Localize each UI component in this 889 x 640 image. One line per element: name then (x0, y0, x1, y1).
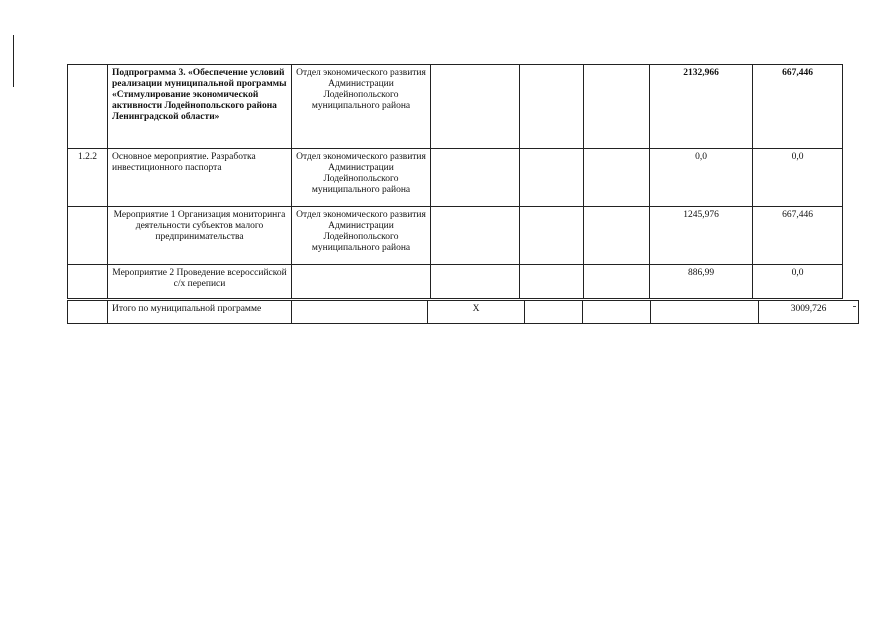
row-value-2: 0,0 (753, 265, 843, 299)
table-row (68, 65, 843, 149)
total-value: 3009,726 (759, 301, 859, 324)
row-executor (292, 265, 431, 299)
empty-cell (584, 207, 650, 265)
empty-cell (525, 301, 583, 324)
total-mark: Х (428, 301, 525, 324)
empty-cell (68, 301, 108, 324)
empty-cell (520, 207, 584, 265)
total-row (68, 301, 859, 324)
empty-cell (292, 301, 428, 324)
empty-cell (584, 65, 650, 149)
margin-line (13, 35, 14, 87)
row-number (68, 207, 108, 265)
empty-cell (583, 301, 651, 324)
empty-cell (584, 265, 650, 299)
program-table (67, 64, 843, 299)
row-number (68, 265, 108, 299)
row-value-1: 886,99 (650, 265, 753, 299)
row-executor: Отдел экономического развития Администрации Лодейнопольского муниципального района (292, 149, 431, 207)
total-label: Итого по муниципальной программе (108, 301, 292, 324)
empty-cell (520, 149, 584, 207)
row-value-2: 667,446 (753, 207, 843, 265)
empty-cell (431, 149, 520, 207)
table-row (68, 207, 843, 265)
row-number: 1.2.2 (68, 149, 108, 207)
table-row (68, 149, 843, 207)
row-executor: Отдел экономического развития Администрации Лодейнопольского муниципального района (292, 207, 431, 265)
empty-cell (520, 65, 584, 149)
row-executor: Отдел экономического развития Администрации Лодейнопольского муниципального района (292, 65, 431, 149)
row-value-1: 0,0 (650, 149, 753, 207)
scan-mark (853, 306, 856, 307)
row-name: Основное мероприятие. Разработка инвестиционного паспорта (108, 149, 292, 207)
row-name: Мероприятие 2 Проведение всероссийской с/х переписи (108, 265, 292, 299)
table-row (68, 265, 843, 299)
empty-cell (431, 265, 520, 299)
empty-cell (520, 265, 584, 299)
row-value-1: 2132,966 (650, 65, 753, 149)
row-number (68, 65, 108, 149)
empty-cell (651, 301, 759, 324)
row-value-1: 1245,976 (650, 207, 753, 265)
empty-cell (431, 207, 520, 265)
total-table (67, 300, 859, 324)
row-value-2: 0,0 (753, 149, 843, 207)
empty-cell (584, 149, 650, 207)
row-value-2: 667,446 (753, 65, 843, 149)
row-name: Мероприятие 1 Организация мониторинга деятельности субъектов малого предпринимательства (108, 207, 292, 265)
row-name: Подпрограмма 3. «Обеспечение условий реализации муниципальной программы «Стимулирование экономической активности Лодейнопольского района Ленинградской области» (108, 65, 292, 149)
empty-cell (431, 65, 520, 149)
